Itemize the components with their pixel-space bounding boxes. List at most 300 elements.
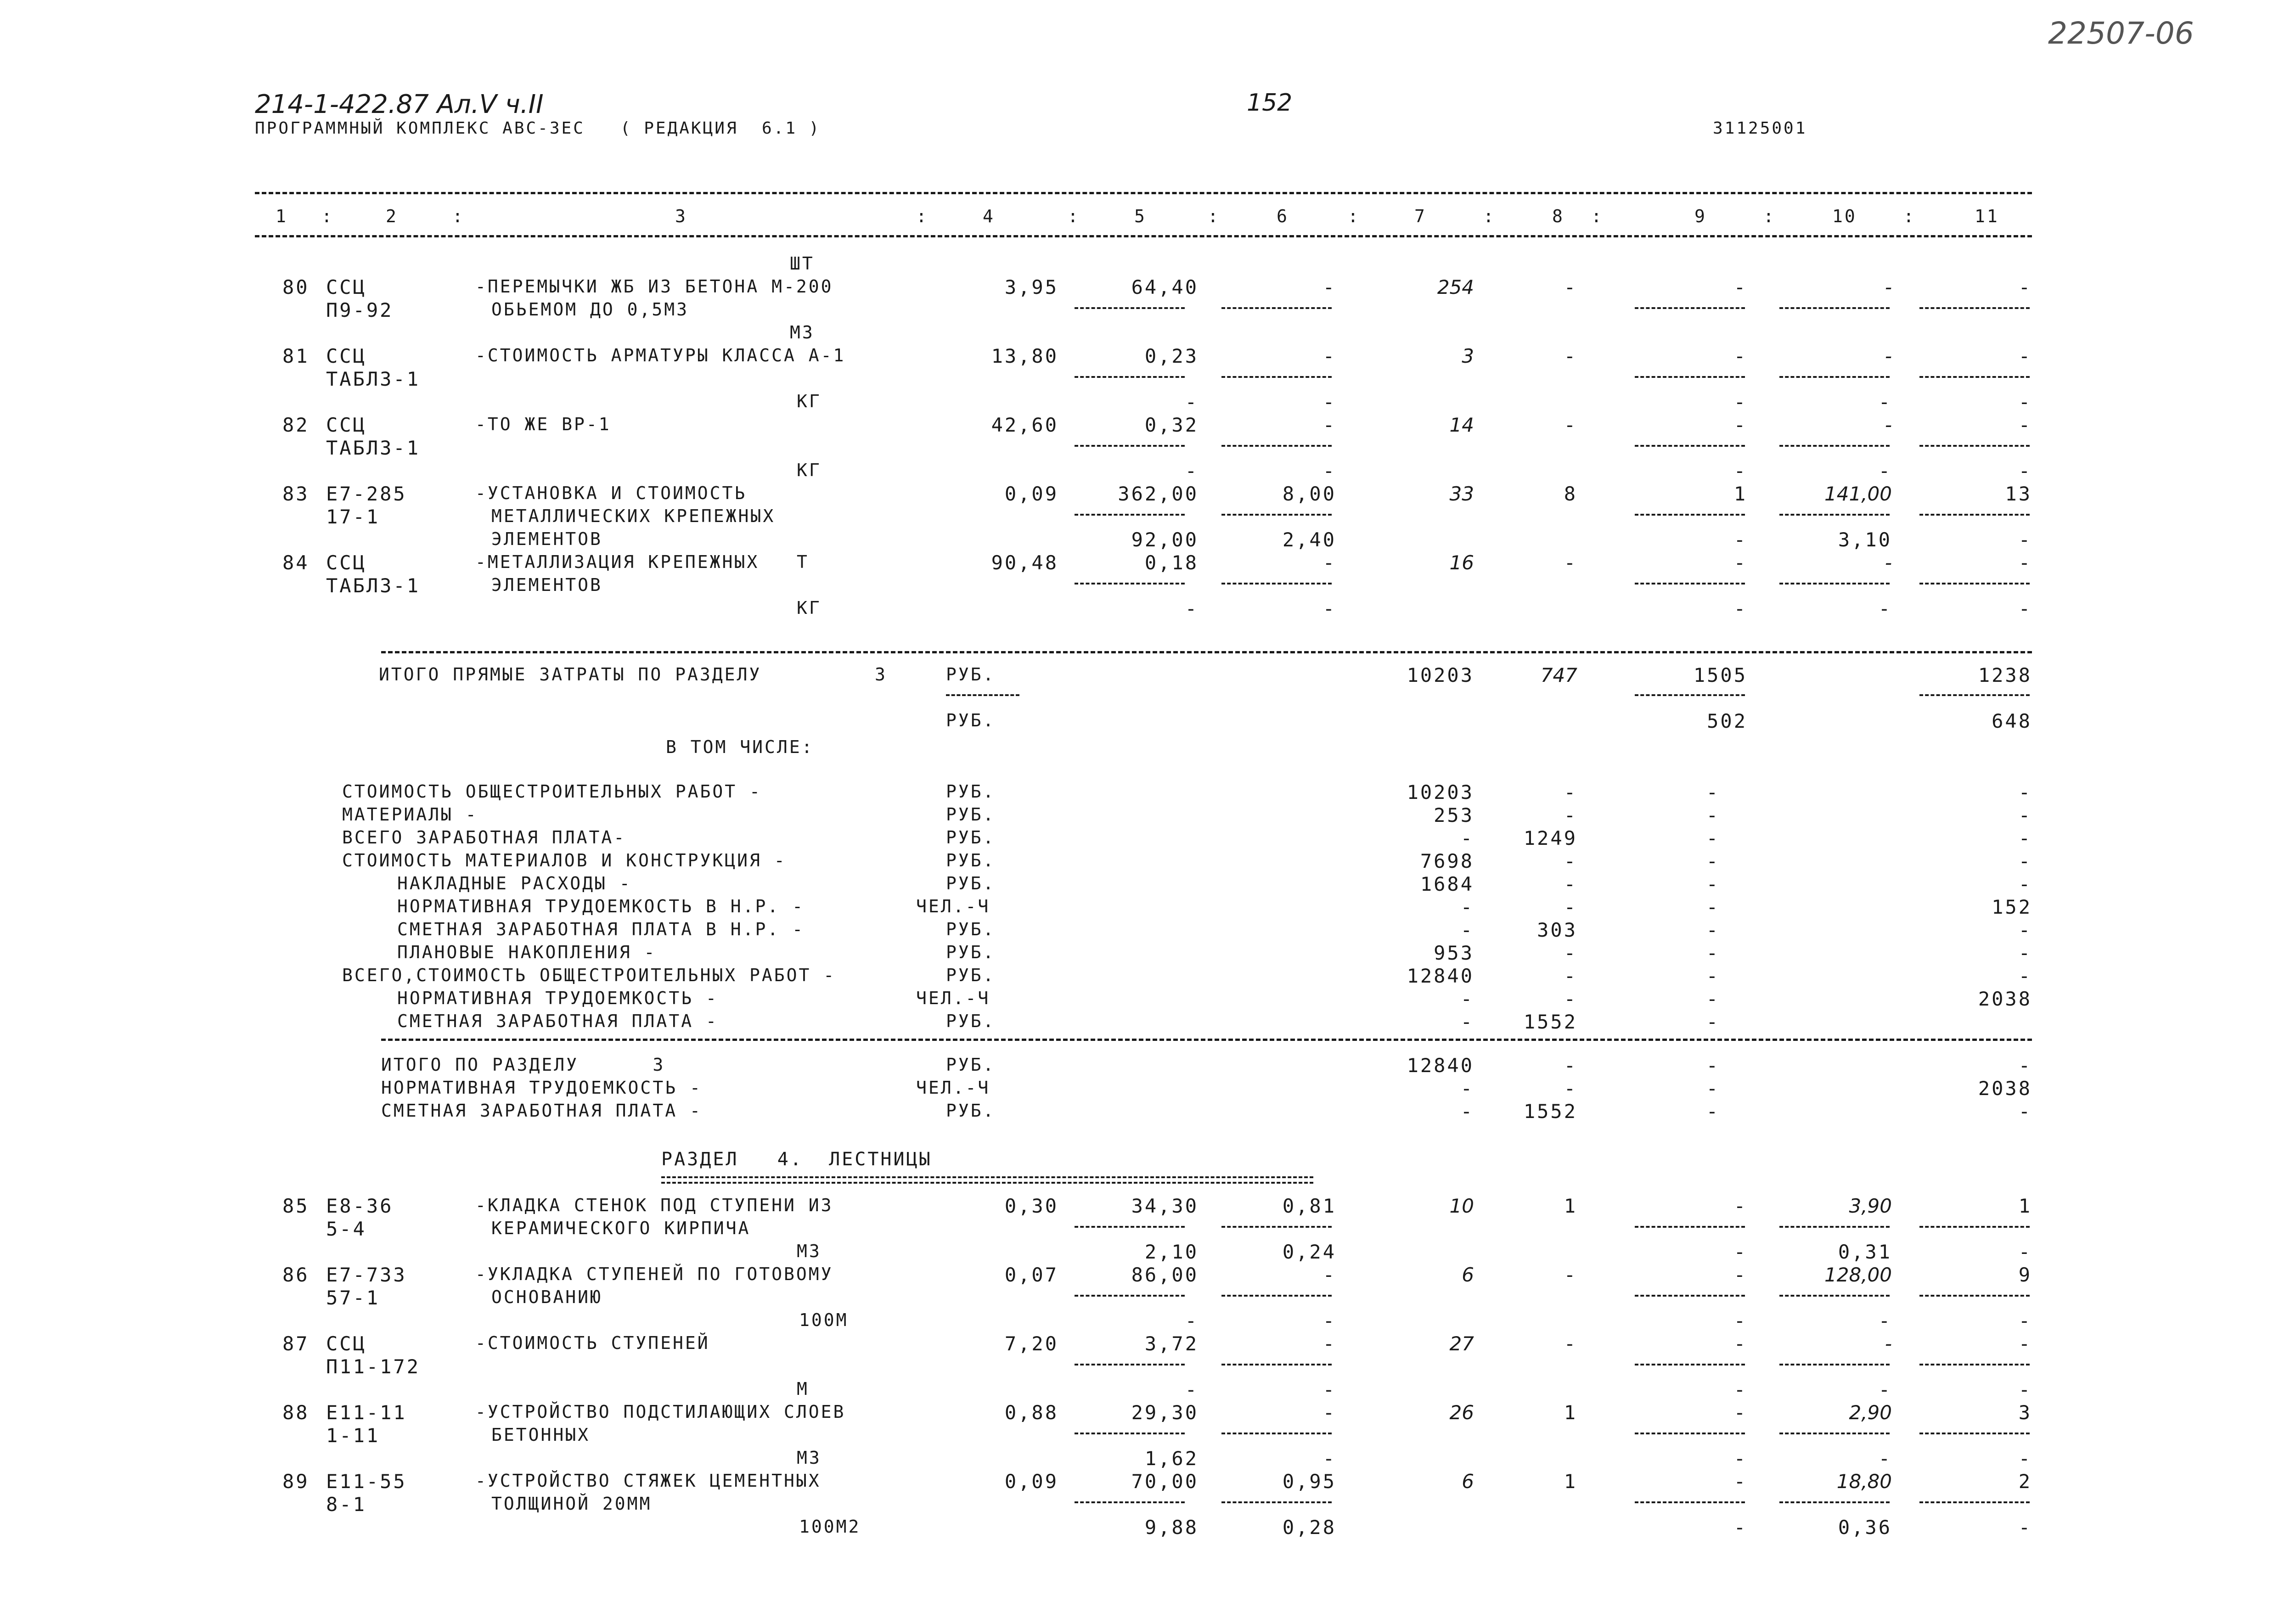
summary-label: НОРМАТИВНАЯ ТРУДОЕМКОСТЬ В Н.Р. - <box>397 896 805 916</box>
cell-c5: 362,00 <box>1118 483 1199 505</box>
cell-c9: - <box>1733 414 1747 436</box>
summary-unit: РУБ. <box>946 804 996 825</box>
sub-rule <box>1919 1433 2030 1434</box>
unit-label: 100М2 <box>799 1517 861 1537</box>
summary-c7: - <box>1460 1011 1474 1033</box>
summary-c11: 152 <box>1992 896 2032 918</box>
column-separator: : <box>1591 206 1604 226</box>
cell-c4: 0,09 <box>1004 483 1058 505</box>
sub-rule <box>1919 583 2030 584</box>
sub-rule <box>1635 514 1745 516</box>
cell-c7: 254 <box>1437 276 1474 298</box>
summary-c7: - <box>1460 827 1474 849</box>
sub-rule <box>1221 583 1332 584</box>
cell-c9b: - <box>1733 1447 1747 1470</box>
cell-c5: 34,30 <box>1131 1195 1199 1217</box>
row-number: 88 <box>282 1401 310 1424</box>
cell-c7: 33 <box>1449 483 1474 505</box>
unit-label: М3 <box>797 1448 822 1468</box>
itogo-c9: - <box>1706 1100 1720 1123</box>
cell-c10b: - <box>1878 1309 1892 1332</box>
summary-c11: - <box>2018 873 2032 895</box>
cell-c11: - <box>2018 414 2032 436</box>
summary-c7: - <box>1460 919 1474 941</box>
cell-c11b: - <box>2018 1309 2032 1332</box>
total-unit: РУБ. <box>946 710 996 730</box>
sub-rule <box>1635 694 1745 696</box>
summary-label: ВСЕГО ЗАРАБОТНАЯ ПЛАТА- <box>342 827 626 848</box>
itogo-c7: - <box>1460 1100 1474 1123</box>
cell-c10: 18,80 <box>1836 1470 1892 1493</box>
summary-c8: 303 <box>1537 919 1577 941</box>
work-description: МЕТАЛЛИЧЕСКИХ КРЕПЕЖНЫХ <box>491 506 776 526</box>
cell-c7: 26 <box>1449 1401 1474 1424</box>
summary-c11: 2038 <box>1978 988 2032 1010</box>
summary-unit: РУБ. <box>946 873 996 893</box>
cell-c6b: 0,28 <box>1282 1516 1336 1539</box>
cell-c4: 3,95 <box>1004 276 1058 298</box>
cell-c8: 1 <box>1564 1195 1577 1217</box>
cell-c4: 0,07 <box>1004 1264 1058 1286</box>
column-number: 8 <box>1552 206 1564 226</box>
rate-code-sub: 8-1 <box>326 1493 366 1516</box>
cell-c7: 10 <box>1449 1195 1474 1217</box>
cell-c11b: - <box>2018 460 2032 482</box>
work-description: -МЕТАЛЛИЗАЦИЯ КРЕПЕЖНЫХ <box>475 552 760 572</box>
itogo-unit: РУБ. <box>946 1101 996 1121</box>
rate-code: ССЦ <box>326 345 366 367</box>
unit-label: Т <box>797 552 809 572</box>
cell-c6: 0,81 <box>1282 1195 1336 1217</box>
cell-c7: 3 <box>1462 345 1474 367</box>
total-c9b: 502 <box>1707 710 1747 732</box>
sub-rule <box>1919 1364 2030 1365</box>
sub-rule <box>1919 694 2030 696</box>
cell-c10: - <box>1885 1332 1892 1355</box>
summary-label: МАТЕРИАЛЫ - <box>342 804 478 825</box>
cell-c9: - <box>1733 276 1747 298</box>
cell-c6: - <box>1322 1401 1336 1424</box>
cell-c10b: - <box>1878 1378 1892 1401</box>
column-separator: : <box>1903 206 1916 226</box>
summary-label: СМЕТНАЯ ЗАРАБОТНАЯ ПЛАТА В Н.Р. - <box>397 919 805 939</box>
cell-c10: - <box>1885 276 1892 298</box>
cell-c5: 86,00 <box>1131 1264 1199 1286</box>
cell-c5b: 92,00 <box>1131 528 1199 551</box>
summary-c7: 7698 <box>1420 850 1474 872</box>
unit-label: КГ <box>797 598 822 618</box>
itogo-c8: 1552 <box>1523 1100 1577 1123</box>
work-description: -УСТРОЙСТВО ПОДСТИЛАЮЩИХ СЛОЕВ <box>475 1402 846 1422</box>
unit-label: М3 <box>797 1241 822 1261</box>
summary-c7: - <box>1460 896 1474 918</box>
sub-rule <box>1635 1364 1745 1365</box>
cell-c5: 0,23 <box>1144 345 1199 367</box>
unit-label: М3 <box>790 322 815 343</box>
cell-c8: - <box>1564 1332 1577 1355</box>
sub-rule <box>1779 1501 1890 1503</box>
column-number: 9 <box>1694 206 1707 226</box>
cell-c10: 3,90 <box>1849 1195 1892 1217</box>
cell-c10b: 0,31 <box>1838 1241 1892 1263</box>
summary-c11: - <box>2018 965 2032 987</box>
summary-c7: 1684 <box>1420 873 1474 895</box>
summary-c9: - <box>1706 873 1720 895</box>
header-rule-top <box>255 192 2032 194</box>
cell-c5: 64,40 <box>1131 276 1199 298</box>
sub-rule <box>1919 376 2030 378</box>
cell-c10b: 3,10 <box>1838 528 1892 551</box>
rate-code-sub: ТАБЛ3-1 <box>326 437 421 459</box>
row-number: 83 <box>282 483 310 505</box>
cell-c11b: - <box>2018 391 2032 413</box>
work-description: ОСНОВАНИЮ <box>491 1287 602 1307</box>
column-separator: : <box>916 206 929 226</box>
summary-c11: - <box>2018 919 2032 941</box>
work-description: -СТОИМОСТЬ СТУПЕНЕЙ <box>475 1333 710 1353</box>
work-description: ЭЛЕМЕНТОВ <box>491 575 602 595</box>
document-id: 31125001 <box>1713 119 1807 138</box>
summary-unit: РУБ. <box>946 965 996 985</box>
itogo-c9: - <box>1706 1077 1720 1100</box>
summary-c8: - <box>1564 781 1577 804</box>
sub-rule <box>1635 1433 1745 1434</box>
sub-rule <box>1075 307 1185 309</box>
cell-c6b: 0,24 <box>1282 1241 1336 1263</box>
cell-c6b: - <box>1322 391 1336 413</box>
work-description: -ТО ЖЕ ВР-1 <box>475 414 611 434</box>
sub-rule <box>1221 1226 1332 1228</box>
sub-rule <box>1779 583 1890 584</box>
summary-label: ВСЕГО,СТОИМОСТЬ ОБЩЕСТРОИТЕЛЬНЫХ РАБОТ - <box>342 965 836 985</box>
rate-code: ССЦ <box>326 276 366 298</box>
summary-c7: 253 <box>1434 804 1474 826</box>
cell-c11b: - <box>2018 1241 2032 1263</box>
summary-c7: - <box>1460 988 1474 1010</box>
section-4-title: РАЗДЕЛ 4. ЛЕСТНИЦЫ <box>661 1149 932 1170</box>
column-separator: : <box>1208 206 1220 226</box>
row-number: 80 <box>282 276 310 298</box>
rate-code-sub: ТАБЛ3-1 <box>326 574 421 597</box>
itogo-c9: - <box>1706 1054 1720 1077</box>
summary-label: СТОИМОСТЬ МАТЕРИАЛОВ И КОНСТРУКЦИЯ - <box>342 850 787 871</box>
sub-rule <box>1635 307 1745 309</box>
column-separator: : <box>452 206 465 226</box>
sub-rule <box>1221 1433 1332 1434</box>
cell-c5b: 2,10 <box>1144 1241 1199 1263</box>
sub-rule <box>1635 1295 1745 1297</box>
summary-c9: - <box>1706 804 1720 826</box>
work-description: БЕТОННЫХ <box>491 1425 591 1445</box>
cell-c9b: - <box>1733 1378 1747 1401</box>
total-c11: 1238 <box>1978 664 2032 686</box>
cell-c9b: - <box>1733 391 1747 413</box>
sub-rule <box>1221 376 1332 378</box>
rate-code: Е11-55 <box>326 1470 407 1493</box>
column-number: 7 <box>1414 206 1427 226</box>
sub-rule <box>1779 1433 1890 1434</box>
cell-c11b: - <box>2018 528 2032 551</box>
cell-c11: 9 <box>2018 1264 2032 1286</box>
cell-c6b: 2,40 <box>1282 528 1336 551</box>
unit-label: КГ <box>797 460 822 480</box>
row-number: 86 <box>282 1264 310 1286</box>
cell-c11: 2 <box>2018 1470 2032 1493</box>
cell-c9: - <box>1733 1264 1747 1286</box>
cell-c5: 0,18 <box>1144 551 1199 574</box>
cell-c7: 27 <box>1449 1332 1474 1355</box>
cell-c11: - <box>2018 1332 2032 1355</box>
cell-c9: - <box>1733 1195 1747 1217</box>
work-description: КЕРАМИЧЕСКОГО КИРПИЧА <box>491 1218 751 1238</box>
sub-rule <box>1075 583 1185 584</box>
cell-c4: 0,09 <box>1004 1470 1058 1493</box>
summary-label: НОРМАТИВНАЯ ТРУДОЕМКОСТЬ - <box>397 988 718 1008</box>
rate-code-sub: 5-4 <box>326 1218 366 1240</box>
itogo-c8: - <box>1564 1054 1577 1077</box>
column-number: 2 <box>386 206 398 226</box>
archive-stamp: 22507-06 <box>2048 16 2194 51</box>
document-code: 214-1-422.87 Ал.V ч.II <box>255 90 544 119</box>
rate-code: Е7-733 <box>326 1264 407 1286</box>
cell-c4: 90,48 <box>991 551 1058 574</box>
total-c8: 747 <box>1540 664 1577 686</box>
work-description: -ПЕРЕМЫЧКИ ЖБ ИЗ БЕТОНА М-200 <box>475 276 833 297</box>
cell-c8: - <box>1564 345 1577 367</box>
cell-c11: - <box>2018 551 2032 574</box>
cell-c9b: - <box>1733 1309 1747 1332</box>
unit-label: 100М <box>799 1310 849 1330</box>
summary-unit: РУБ. <box>946 942 996 962</box>
cell-c6: - <box>1322 1332 1336 1355</box>
summary-c9: - <box>1706 1011 1720 1033</box>
summary-c8: - <box>1564 804 1577 826</box>
summary-c8: 1249 <box>1523 827 1577 849</box>
total-c11b: 648 <box>1992 710 2032 732</box>
cell-c11b: - <box>2018 1516 2032 1539</box>
cell-c6: 0,95 <box>1282 1470 1336 1493</box>
cell-c6: - <box>1322 414 1336 436</box>
sub-rule <box>1779 307 1890 309</box>
summary-c11: - <box>2018 781 2032 804</box>
sub-rule <box>1075 514 1185 516</box>
cell-c4: 13,80 <box>991 345 1058 367</box>
itogo-unit: РУБ. <box>946 1055 996 1075</box>
cell-c8: 8 <box>1564 483 1577 505</box>
cell-c10b: - <box>1878 391 1892 413</box>
row-number: 81 <box>282 345 310 367</box>
cell-c6: - <box>1322 1264 1336 1286</box>
summary-c8: - <box>1564 896 1577 918</box>
cell-c11: 13 <box>2005 483 2032 505</box>
column-number: 5 <box>1134 206 1147 226</box>
rate-code: ССЦ <box>326 1332 366 1355</box>
sub-rule <box>1075 1433 1185 1434</box>
summary-c9: - <box>1706 827 1720 849</box>
sub-rule <box>1919 1226 2030 1228</box>
row-number: 89 <box>282 1470 310 1493</box>
cell-c11: - <box>2018 345 2032 367</box>
column-separator: : <box>1348 206 1360 226</box>
cell-c10: - <box>1885 414 1892 436</box>
cell-c8: - <box>1564 1264 1577 1286</box>
total-label: ИТОГО ПРЯМЫЕ ЗАТРАТЫ ПО РАЗДЕЛУ <box>379 664 762 685</box>
summary-c9: - <box>1706 965 1720 987</box>
cell-c4: 7,20 <box>1004 1332 1058 1355</box>
sub-rule <box>1221 1295 1332 1297</box>
cell-c6b: - <box>1322 1447 1336 1470</box>
cell-c8: - <box>1564 276 1577 298</box>
cell-c5b: - <box>1185 1309 1199 1332</box>
program-title: ПРОГРАММНЫЙ КОМПЛЕКС АВС-3ЕС ( РЕДАКЦИЯ 6.1 ) <box>255 119 821 138</box>
summary-c11: - <box>2018 850 2032 872</box>
itogo-c7: 12840 <box>1407 1054 1474 1077</box>
cell-c9b: - <box>1733 597 1747 620</box>
summary-label: СМЕТНАЯ ЗАРАБОТНАЯ ПЛАТА - <box>397 1011 718 1031</box>
summary-c8: - <box>1564 942 1577 964</box>
cell-c10b: - <box>1878 460 1892 482</box>
itogo-c7: - <box>1460 1077 1474 1100</box>
sub-rule <box>1919 1501 2030 1503</box>
sub-rule <box>1919 514 2030 516</box>
column-number: 4 <box>983 206 995 226</box>
sub-rule <box>1919 1295 2030 1297</box>
summary-unit: ЧЕЛ.-Ч <box>916 988 990 1008</box>
cell-c5: 0,32 <box>1144 414 1199 436</box>
column-number: 11 <box>1975 206 1999 226</box>
sub-rule <box>1635 583 1745 584</box>
summary-c9: - <box>1706 850 1720 872</box>
work-description: ОБЬЕМОМ ДО 0,5М3 <box>491 299 689 320</box>
sub-rule <box>1635 1501 1745 1503</box>
column-number: 6 <box>1277 206 1289 226</box>
itogo-unit: ЧЕЛ.-Ч <box>916 1078 990 1098</box>
sub-rule <box>1919 307 2030 309</box>
unit-label: КГ <box>797 391 822 411</box>
sub-rule <box>1075 1226 1185 1228</box>
total-c7: 10203 <box>1407 664 1474 686</box>
sub-rule <box>1919 445 2030 447</box>
cell-c9: - <box>1733 551 1747 574</box>
summary-c9: - <box>1706 988 1720 1010</box>
cell-c9b: - <box>1733 460 1747 482</box>
cell-c5: 3,72 <box>1144 1332 1199 1355</box>
cell-c6: - <box>1322 551 1336 574</box>
cell-c9b: - <box>1733 1516 1747 1539</box>
column-number: 10 <box>1832 206 1857 226</box>
row-number: 84 <box>282 551 310 574</box>
cell-c6b: - <box>1322 460 1336 482</box>
cell-c5b: 1,62 <box>1144 1447 1199 1470</box>
summary-label: СТОИМОСТЬ ОБЩЕСТРОИТЕЛЬНЫХ РАБОТ - <box>342 781 762 802</box>
cell-c5b: - <box>1185 597 1199 620</box>
work-description: ТОЛЩИНОЙ 20ММ <box>491 1494 652 1514</box>
summary-label: ПЛАНОВЫЕ НАКОПЛЕНИЯ - <box>397 942 657 962</box>
rate-code: ССЦ <box>326 551 366 574</box>
rate-code-sub: 1-11 <box>326 1424 380 1447</box>
rate-code-sub: 17-1 <box>326 506 380 528</box>
sub-rule <box>946 694 1019 696</box>
cell-c6: - <box>1322 345 1336 367</box>
cell-c10: 2,90 <box>1849 1401 1892 1424</box>
row-number: 87 <box>282 1332 310 1355</box>
section-3-total-rule <box>381 651 2032 653</box>
rate-code-sub: ТАБЛ3-1 <box>326 368 421 390</box>
sub-rule <box>1779 1226 1890 1228</box>
total-c9: 1505 <box>1693 664 1747 686</box>
sub-rule <box>1221 1364 1332 1365</box>
cell-c11b: - <box>2018 1378 2032 1401</box>
cell-c7: 14 <box>1449 414 1474 436</box>
sub-rule <box>1779 1295 1890 1297</box>
sub-rule <box>1075 376 1185 378</box>
cell-c7: 16 <box>1449 551 1474 574</box>
unit-label: М <box>797 1379 809 1399</box>
cell-c10b: - <box>1878 597 1892 620</box>
summary-c9: - <box>1706 919 1720 941</box>
cell-c7: 6 <box>1462 1470 1474 1493</box>
sub-rule <box>1075 1364 1185 1365</box>
cell-c6b: - <box>1322 1309 1336 1332</box>
cell-c10b: 0,36 <box>1838 1516 1892 1539</box>
itogo-label: СМЕТНАЯ ЗАРАБОТНАЯ ПЛАТА - <box>381 1101 702 1121</box>
summary-c8: - <box>1564 873 1577 895</box>
cell-c4: 42,60 <box>991 414 1058 436</box>
sub-rule <box>1779 514 1890 516</box>
sub-rule <box>1635 376 1745 378</box>
work-description: -УКЛАДКА СТУПЕНЕЙ ПО ГОТОВОМУ <box>475 1264 833 1284</box>
cell-c6: - <box>1322 276 1336 298</box>
rate-code: Е11-11 <box>326 1401 407 1424</box>
cell-c7: 6 <box>1462 1264 1474 1286</box>
itogo-c11: - <box>2018 1100 2032 1123</box>
sub-rule <box>1221 514 1332 516</box>
cell-c9: - <box>1733 1401 1747 1424</box>
itogo-c11: 2038 <box>1978 1077 2032 1100</box>
cell-c9b: - <box>1733 1241 1747 1263</box>
sub-rule <box>1779 1364 1890 1365</box>
cell-c10b: - <box>1878 1447 1892 1470</box>
header-rule-bottom <box>255 235 2032 237</box>
page-number: 152 <box>1247 89 1293 117</box>
rate-code-sub: П9-92 <box>326 299 394 321</box>
cell-c4: 0,30 <box>1004 1195 1058 1217</box>
sub-rule <box>1635 1226 1745 1228</box>
rate-code-sub: 57-1 <box>326 1287 380 1309</box>
summary-c8: 1552 <box>1523 1011 1577 1033</box>
summary-c7: 953 <box>1434 942 1474 964</box>
cell-c11b: - <box>2018 1447 2032 1470</box>
summary-unit: РУБ. <box>946 827 996 848</box>
cell-c6b: - <box>1322 597 1336 620</box>
summary-unit: РУБ. <box>946 1011 996 1031</box>
sub-rule <box>1221 445 1332 447</box>
cell-c11: 1 <box>2018 1195 2032 1217</box>
rate-code: ССЦ <box>326 414 366 436</box>
cell-c11b: - <box>2018 597 2032 620</box>
cell-c10: 141,00 <box>1824 483 1892 505</box>
rate-code-sub: П11-172 <box>326 1355 421 1378</box>
cell-c5b: - <box>1185 1378 1199 1401</box>
itogo-label: ИТОГО ПО РАЗДЕЛУ 3 <box>381 1055 665 1075</box>
itogo-c8: - <box>1564 1077 1577 1100</box>
cell-c8: 1 <box>1564 1470 1577 1493</box>
rate-code: Е7-285 <box>326 483 407 505</box>
sub-rule <box>1075 1501 1185 1503</box>
summary-c9: - <box>1706 896 1720 918</box>
summary-unit: ЧЕЛ.-Ч <box>916 896 990 916</box>
summary-unit: РУБ. <box>946 850 996 871</box>
